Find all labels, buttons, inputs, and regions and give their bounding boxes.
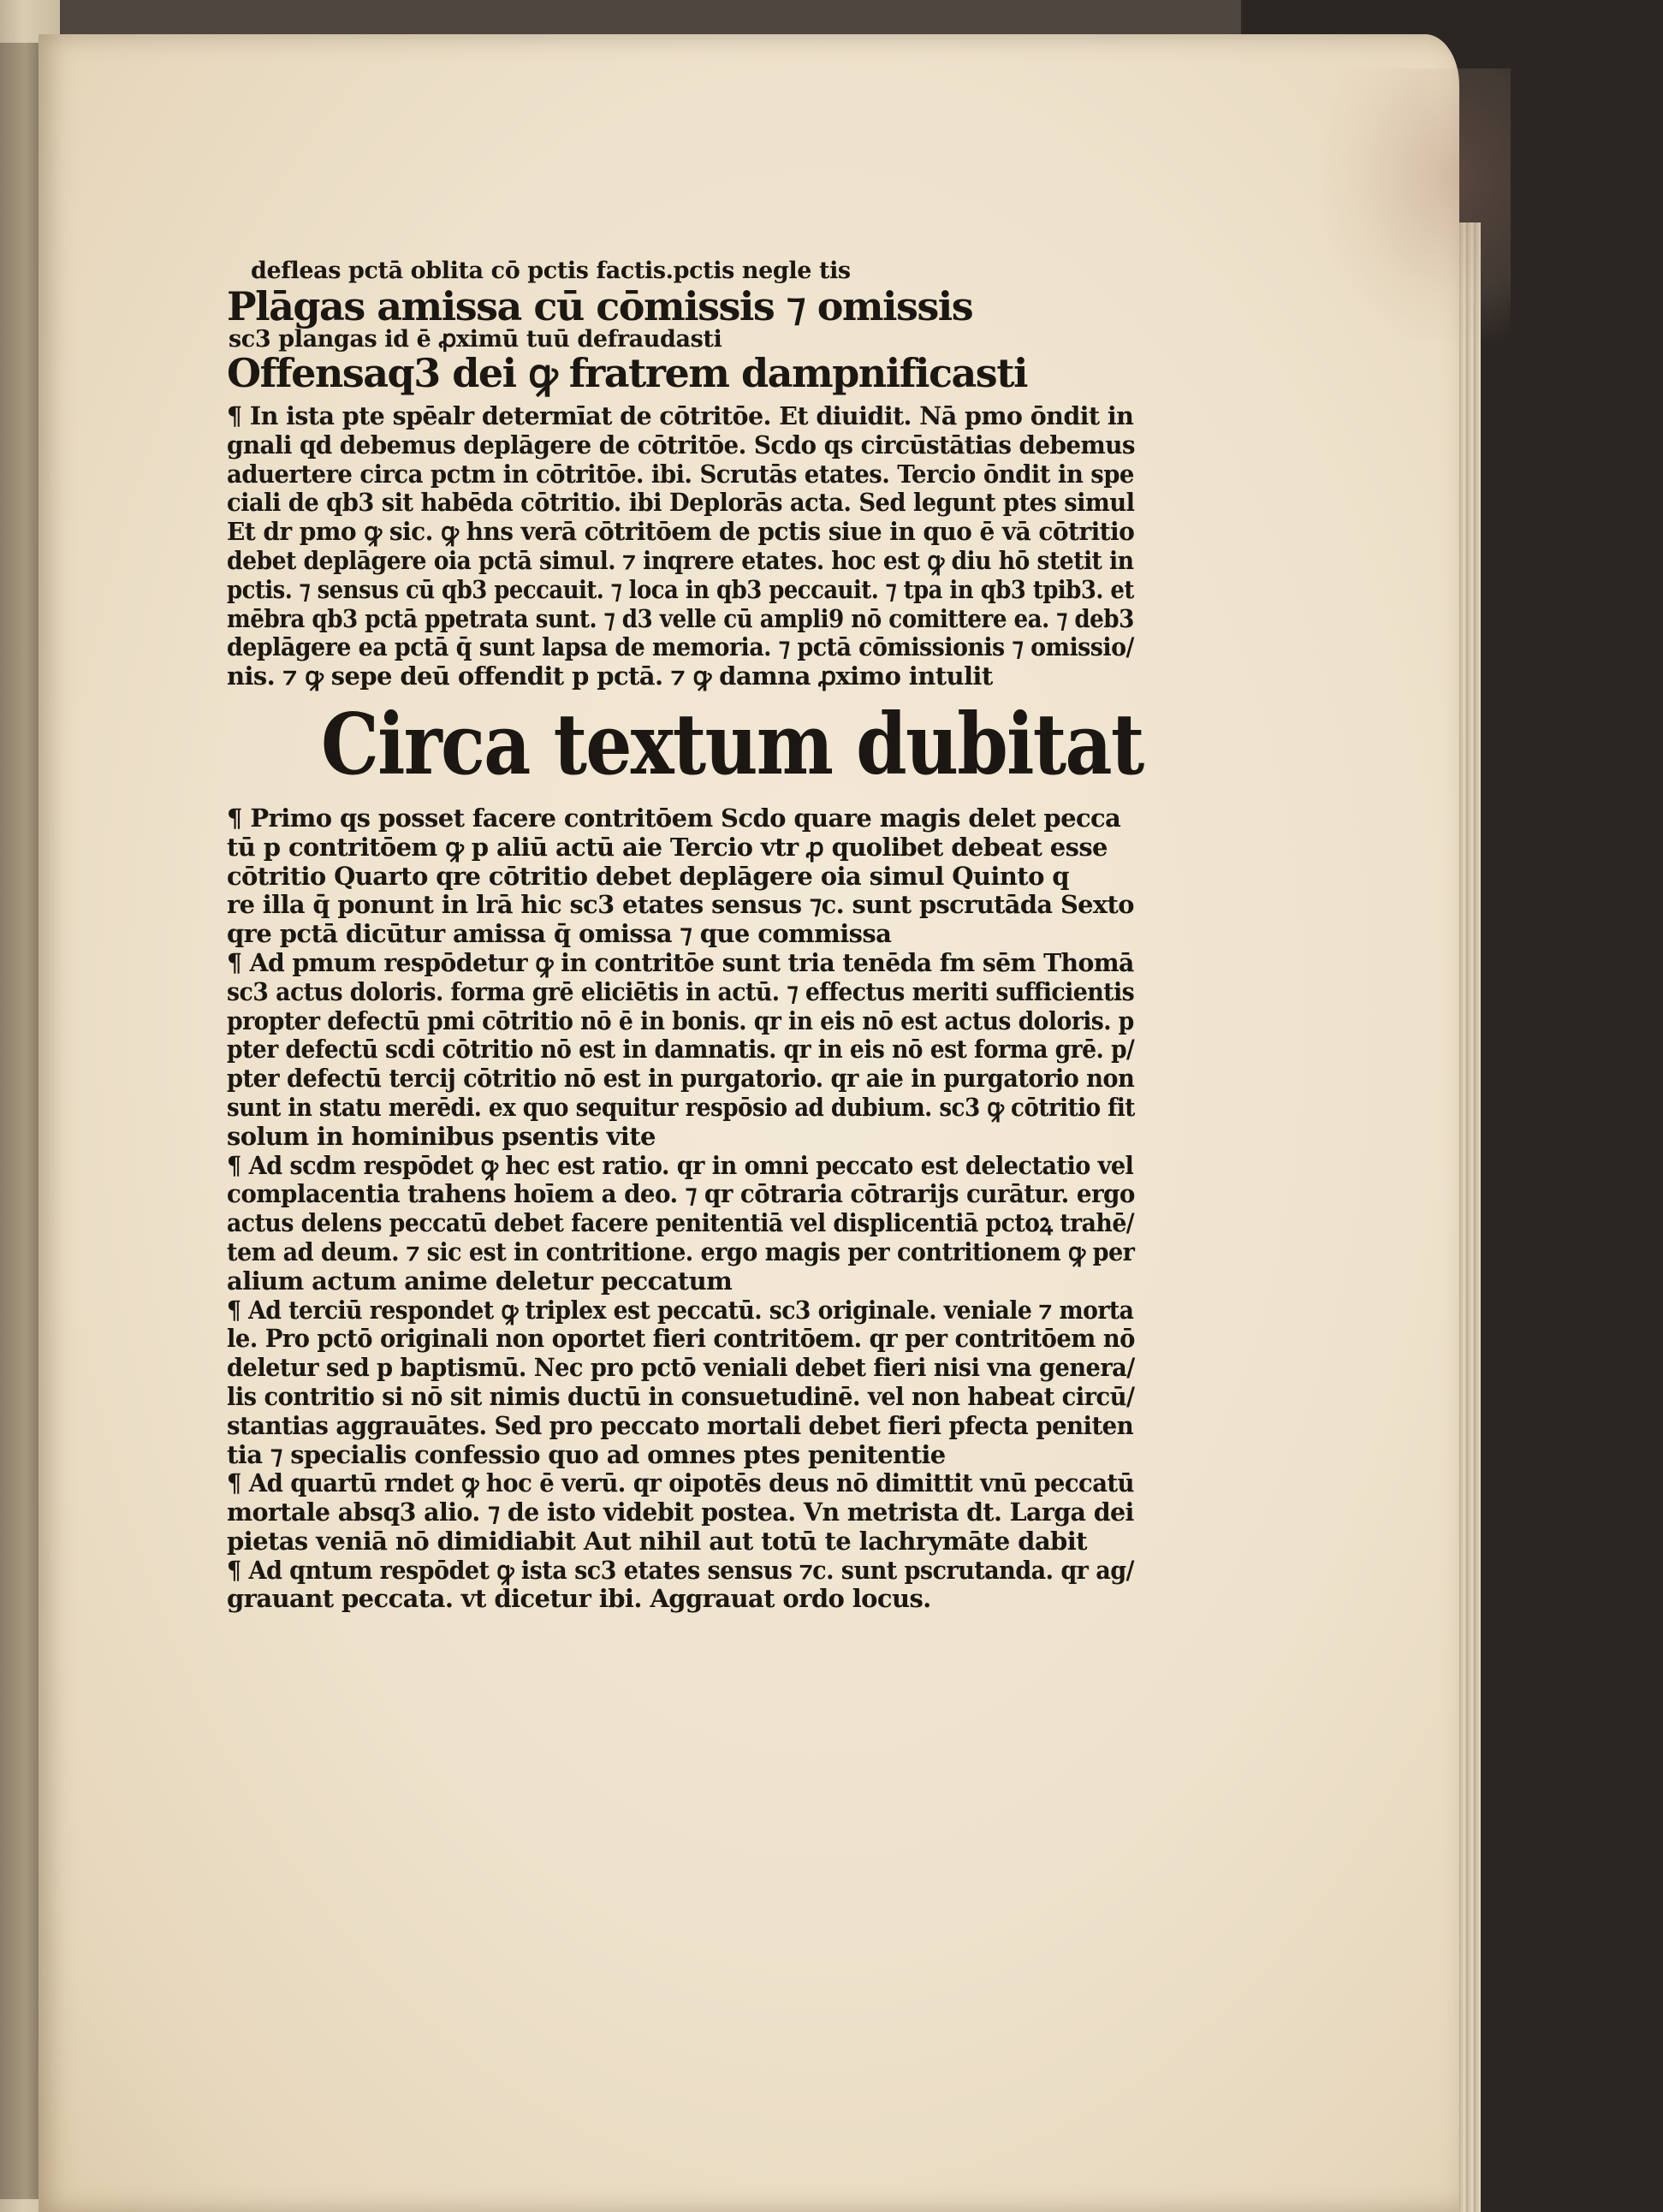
response-line: tem ad deum. ⁊ sic est in contritione. ergo magis per contritionem ꝙ per: [227, 1236, 1135, 1266]
commentary-line: pctis. ⁊ sensus cū qb3 peccauit. ⁊ loca in qb3 peccauit. ⁊ tpa in qb3 tpib3. et: [227, 574, 1134, 604]
question-line: ¶ Primo qs posset facere contritōem Scdo quare magis delet pecca: [227, 804, 1121, 833]
section-heading: Circa textum dubitat: [321, 695, 1143, 794]
question-line: tū p contritōem ꝙ p aliū actū aie Tercio vtr ꝓ quolibet debeat esse: [227, 833, 1108, 862]
question-line: re illa q̄ ponunt in lrā hic sc3 etates sensus ⁊c. sunt pscrutāda Sexto: [227, 890, 1134, 920]
response-line: complacentia trahens hoīem a deo. ⁊ qr cōtraria cōtrarijs curātur. ergo: [227, 1179, 1135, 1209]
response-line: pter defectū tercij cōtritio nō est in purgatorio. qr aie in purgatorio non: [227, 1064, 1135, 1094]
response-line: ¶ Ad qntum respōdet ꝙ ista sc3 etates sensus ⁊c. sunt pscrutanda. qr ag/: [227, 1555, 1134, 1585]
response-line: ¶ Ad pmum respōdetur ꝙ in contritōe sunt tria tenēda fm sēm Thomā: [227, 947, 1134, 977]
gloss-line: sc3 plangas id ē ꝓximū tuū defraudasti: [229, 326, 722, 353]
commentary-line: aduertere circa pctm in cōtritōe. ibi. Scrutās etates. Tercio ōndit in spe: [227, 459, 1134, 489]
response-line: pietas veniā nō dimidiabit Aut nihil aut totū te lachrymāte dabit: [227, 1527, 1087, 1556]
commentary-line: mēbra qb3 pctā ppetrata sunt. ⁊ d3 velle cū ampli9 nō comittere ea. ⁊ deb3: [227, 603, 1134, 633]
commentary-line: debet deplāgere oia pctā simul. ⁊ inqrere etates. hoc est ꝙ diu hō stetit in: [227, 545, 1134, 575]
response-line: alium actum anime deletur peccatum: [227, 1266, 733, 1296]
response-line: sunt in statu merēdi. ex quo sequitur respōsio ad dubium. sc3 ꝙ cōtritio fit: [227, 1092, 1135, 1122]
worn-corner-stain: [1322, 68, 1511, 342]
response-line: ¶ Ad scdm respōdet ꝙ hec est ratio. qr in omni peccato est delectatio vel: [227, 1150, 1134, 1180]
verse-line: Offensaq3 dei ꝙ fratrem dampnificasti: [227, 350, 1027, 396]
response-line: deletur sed p baptismū. Nec pro pctō veniali debet fieri nisi vna genera/: [227, 1353, 1135, 1383]
responses-paragraph: [227, 949, 1164, 1614]
commentary-line: gnali qd debemus deplāgere de cōtritōe. Scdo qs circūstātias debemus: [227, 430, 1135, 460]
question-line: cōtritio Quarto qre cōtritio debet deplāgere oia simul Quinto q: [227, 862, 1069, 891]
response-line: sc3 actus doloris. forma grē eliciētis in actū. ⁊ effectus meriti sufficientis: [227, 976, 1135, 1006]
response-line: actus delens peccatū debet facere penitentiā vel displicentiā pctoꝝ trahē/: [227, 1208, 1135, 1238]
response-line: propter defectū pmi cōtritio nō ē in bonis. qr in eis nō est actus doloris. p: [227, 1005, 1134, 1035]
question-line: qre pctā dicūtur amissa q̄ omissa ⁊ que commissa: [227, 920, 892, 949]
gloss-line: defleas pctā oblita cō pctis factis.pctis negle tis: [251, 258, 851, 284]
commentary-line: deplāgere ea pctā q̄ sunt lapsa de memoria. ⁊ pctā cōmissionis ⁊ omissio/: [227, 632, 1134, 662]
response-line: ¶ Ad terciū respondet ꝙ triplex est peccatū. sc3 originale. veniale ⁊ morta: [227, 1295, 1134, 1325]
response-line: grauant peccata. vt dicetur ibi. Aggrauat ordo locus.: [227, 1585, 931, 1614]
response-line: stantias aggrauātes. Sed pro peccato mortali debet fieri pfecta peniten: [227, 1410, 1134, 1440]
printed-text-block: [227, 257, 1164, 1614]
response-line: tia ⁊ specialis confessio quo ad omnes ptes penitentie: [227, 1440, 946, 1469]
response-line: mortale absq3 alio. ⁊ de isto videbit postea. Vn metrista dt. Larga dei: [227, 1497, 1134, 1527]
commentary-line: ¶ In ista pte spēalr determīat de cōtritōe. Et diuidit. Nā pmo ōndit in: [227, 401, 1134, 430]
response-line: solum in hominibus psentis vite: [227, 1122, 656, 1151]
commentary-line: ciali de qb3 sit habēda cōtritio. ibi Deplorās acta. Sed legunt ptes simul: [227, 488, 1135, 518]
questions-paragraph: [227, 804, 1164, 949]
response-line: le. Pro pctō originali non oportet fieri contritōem. qr per contritōem nō: [227, 1324, 1135, 1354]
response-line: lis contritio si nō sit nimis ductū in consuetudinē. vel non habeat circū/: [227, 1381, 1135, 1411]
response-line: ¶ Ad quartū rndet ꝙ hoc ē verū. qr oipotēs deus nō dimittit vnū peccatū: [227, 1468, 1134, 1498]
commentary-line: nis. ⁊ ꝙ sepe deū offendit p pctā. ⁊ ꝙ damna ꝓximo intulit: [227, 662, 993, 691]
commentary-paragraph: [227, 402, 1164, 691]
verse-line: Plāgas amissa cū cōmissis ⁊ omissis: [227, 283, 973, 329]
response-line: pter defectū scdi cōtritio nō est in damnatis. qr in eis nō est forma grē. p/: [227, 1035, 1135, 1064]
commentary-line: Et dr pmo ꝙ sic. ꝙ hns verā cōtritōem de pctis siue in quo ē vā cōtritio: [227, 517, 1135, 547]
